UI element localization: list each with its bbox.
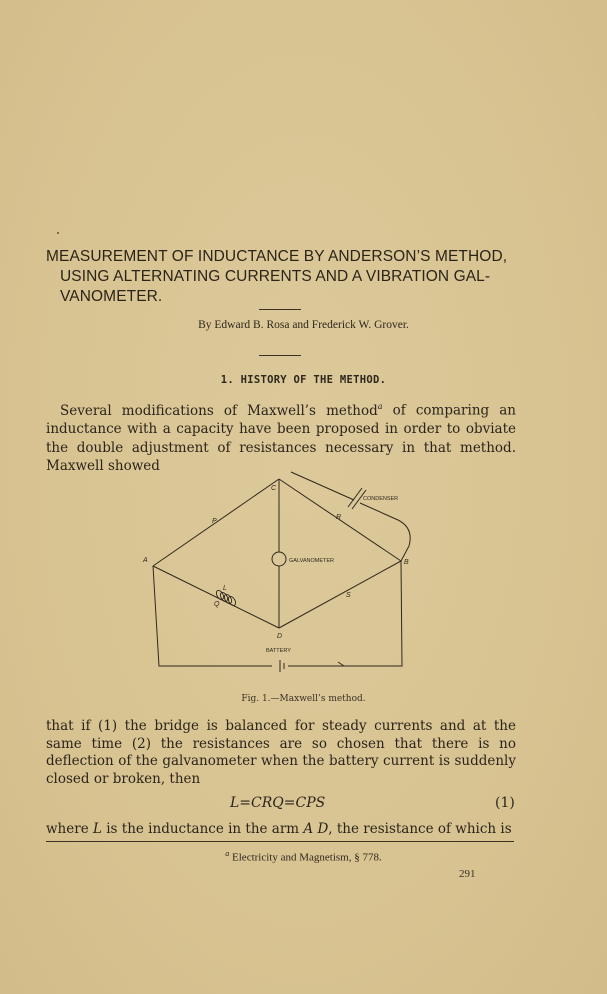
page-number: 291 xyxy=(459,868,476,880)
equation-number: (1) xyxy=(495,795,515,811)
paragraph-3-post: , the resistance of which is xyxy=(328,821,512,837)
footnote-divider xyxy=(46,841,514,842)
label-a: A xyxy=(143,557,148,564)
label-l: L xyxy=(223,585,227,592)
label-q: Q xyxy=(214,601,220,608)
arm-db xyxy=(279,561,401,628)
paragraph-1 xyxy=(46,398,516,476)
label-p: P xyxy=(212,518,217,525)
paragraph-1-text-a: Several modifications of Maxwell’s method xyxy=(60,402,378,419)
label-s: S xyxy=(346,592,351,599)
title-line-1: MEASUREMENT OF INDUCTANCE BY ANDERSON’S METHOD, xyxy=(46,248,508,265)
condenser-wire xyxy=(291,472,410,561)
title-line-2: USING ALTERNATING CURRENTS AND A VIBRATION GAL- xyxy=(60,268,491,285)
label-battery: BATTERY xyxy=(266,648,291,654)
equation: L=CRQ=CPS xyxy=(230,795,326,811)
paragraph-3 xyxy=(46,821,516,837)
maxwell-bridge-diagram xyxy=(140,466,420,696)
label-b: B xyxy=(404,559,409,566)
label-c: C xyxy=(271,485,277,492)
footnote xyxy=(0,849,607,864)
figure-caption: Fig. 1.—Maxwell’s method. xyxy=(241,694,366,704)
paragraph-3-pre: where xyxy=(46,821,93,837)
paragraph-1-text-b: of comparing an inductance with a capacity have been proposed in order to obviate the double adjustment of resistances necessary in that method. Maxwell showed xyxy=(46,402,516,474)
label-galvanometer: GALVANOMETER xyxy=(289,558,335,564)
footnote-marker: a xyxy=(377,402,383,411)
galvanometer-symbol xyxy=(272,552,286,566)
byline-divider xyxy=(259,355,301,356)
paragraph-3-mid: is the inductance in the arm xyxy=(101,821,304,837)
label-condenser: CONDENSER xyxy=(363,496,399,502)
symbol-l: L xyxy=(92,821,102,837)
section-heading: 1. HISTORY OF THE METHOD. xyxy=(220,374,387,386)
label-d: D xyxy=(277,633,283,640)
arm-ad-label: A D xyxy=(303,821,329,837)
article-title xyxy=(46,247,536,307)
paragraph-2: that if (1) the bridge is balanced for steady currents and at the same time (2) the resistances are so chosen that there is no deflection of the galvanometer when the battery current is suddenly closed or broken, then xyxy=(46,718,516,787)
title-line-3: VANOMETER. xyxy=(60,288,163,305)
title-divider xyxy=(259,309,301,310)
label-r: R xyxy=(336,514,342,521)
speck xyxy=(57,232,59,234)
footnote-ref-marker: a xyxy=(225,849,230,858)
author-byline: By Edward B. Rosa and Frederick W. Grover. xyxy=(198,319,409,331)
battery-key xyxy=(338,662,344,666)
arm-ad xyxy=(153,566,279,628)
footnote-text: Electricity and Magnetism, § 778. xyxy=(229,851,382,864)
